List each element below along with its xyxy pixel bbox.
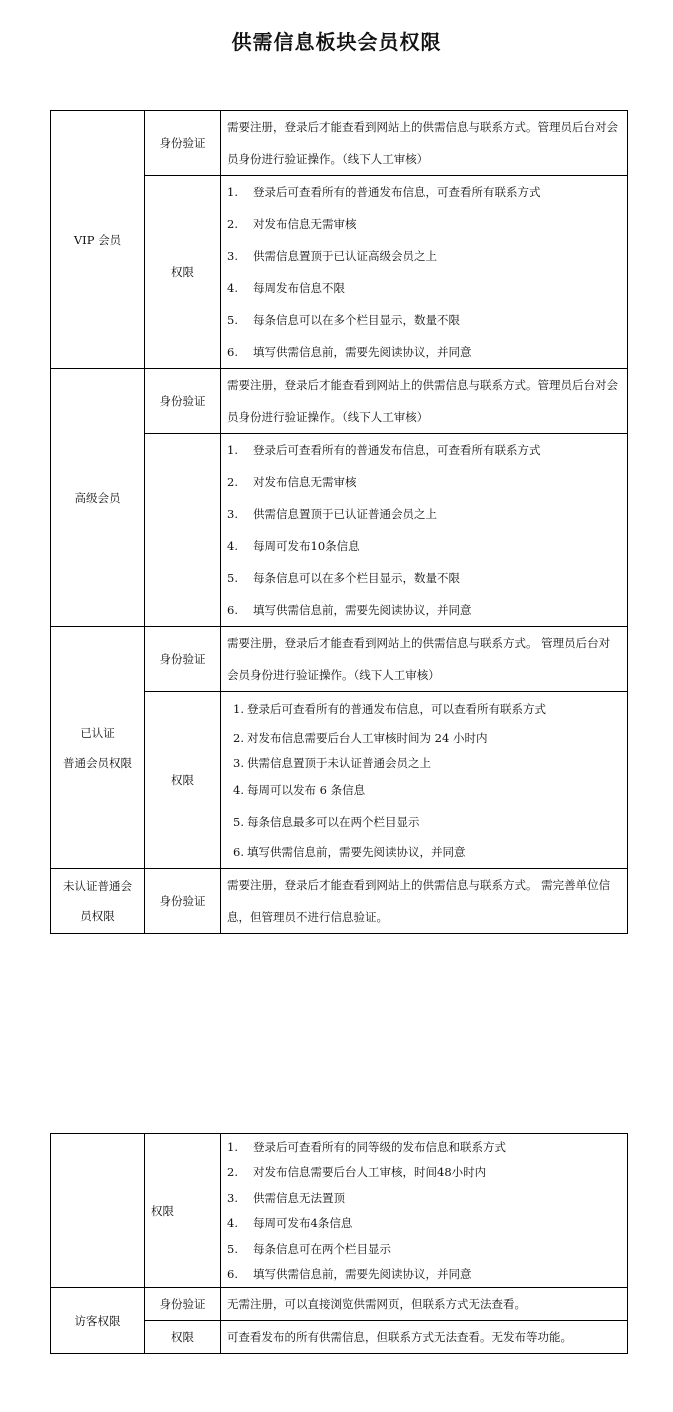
senior-verify-label: 身份验证: [145, 369, 221, 434]
list-item: 3. 供需信息置顶于未认证普通会员之上: [233, 756, 431, 770]
vip-rights-list: [221, 176, 627, 368]
certified-label-line2: 普通会员权限: [63, 755, 132, 770]
vip-verify-row: [51, 111, 628, 176]
uncertified-verify-text: 需要注册，登录后才能查看到网站上的供需信息与联系方式。 需完善单位信息，但管理员不进行信息验证。: [221, 869, 628, 934]
list-item: 2. 对发布信息无需审核: [227, 217, 357, 231]
uncertified-rights-label: 权限: [145, 1134, 221, 1288]
uncertified-verify-row: [51, 869, 628, 934]
list-item: 2. 对发布信息无需审核: [227, 475, 357, 489]
list-item: 1. 登录后可查看所有的同等级的发布信息和联系方式: [227, 1139, 506, 1154]
list-item: 4. 每周可发布4条信息: [227, 1216, 353, 1231]
list-item: 5. 每条信息可以在多个栏目显示，数量不限: [227, 571, 460, 585]
visitor-label: 访客权限: [51, 1288, 145, 1354]
membership-table-page-2: [50, 1133, 628, 1354]
uncertified-member-label: [51, 869, 145, 934]
uncertified-continued-empty: [51, 1134, 145, 1288]
visitor-verify-text: 无需注册，可以直接浏览供需网页，但联系方式无法查看。: [221, 1288, 628, 1321]
list-item: 3. 供需信息置顶于已认证普通会员之上: [227, 507, 437, 521]
certified-member-label: [51, 627, 145, 869]
list-item: 3. 供需信息置顶于已认证高级会员之上: [227, 249, 437, 263]
uncertified-verify-label: 身份验证: [145, 869, 221, 934]
senior-verify-text: 需要注册，登录后才能查看到网站上的供需信息与联系方式。管理员后台对会员身份进行验证操作。（线下人工审核）: [221, 369, 628, 434]
list-item: 6. 填写供需信息前，需要先阅读协议，并同意: [227, 603, 472, 617]
visitor-verify-label: 身份验证: [145, 1288, 221, 1321]
certified-verify-text: 需要注册，登录后才能查看到网站上的供需信息与联系方式。 管理员后台对会员身份进行验证操作。（线下人工审核）: [221, 627, 628, 692]
list-item: 2. 对发布信息需要后台人工审核，时间48小时内: [227, 1165, 487, 1180]
uncertified-rights-list: [221, 1134, 627, 1287]
membership-table-page-1: [50, 110, 628, 934]
list-item: 2. 对发布信息需要后台人工审核时间为 24 小时内: [233, 731, 488, 745]
list-item: 4. 每周发布信息不限: [227, 281, 345, 295]
visitor-rights-text: 可查看发布的所有供需信息，但联系方式无法查看。无发布等功能。: [221, 1321, 628, 1354]
vip-rights-label: 权限: [145, 176, 221, 369]
visitor-verify-row: [51, 1288, 628, 1321]
list-item: 4. 每周可发布10条信息: [227, 539, 360, 553]
senior-member-label: 高级会员: [51, 369, 145, 627]
list-item: 1. 登录后可查看所有的普通发布信息，可查看所有联系方式: [227, 443, 541, 457]
certified-rights-label: 权限: [145, 692, 221, 869]
uncertified-label-line2: 员权限: [80, 909, 115, 923]
list-item: 5. 每条信息可以在多个栏目显示，数量不限: [227, 313, 460, 327]
senior-rights-cell: [221, 434, 628, 627]
list-item: 1. 登录后可查看所有的普通发布信息，可以查看所有联系方式: [233, 702, 546, 716]
list-item: 1. 登录后可查看所有的普通发布信息，可查看所有联系方式: [227, 185, 541, 199]
certified-rights-cell: [221, 692, 628, 869]
certified-label-line1: 已认证: [80, 725, 115, 740]
list-item: 5. 每条信息最多可以在两个栏目显示: [233, 815, 420, 829]
vip-rights-cell: [221, 176, 628, 369]
certified-verify-label: 身份验证: [145, 627, 221, 692]
vip-verify-label: 身份验证: [145, 111, 221, 176]
list-item: 6. 填写供需信息前，需要先阅读协议，并同意: [227, 1267, 472, 1282]
list-item: 5. 每条信息可在两个栏目显示: [227, 1241, 391, 1256]
visitor-rights-label: 权限: [145, 1321, 221, 1354]
vip-member-label: VIP 会员: [51, 111, 145, 369]
uncertified-rights-row: [51, 1134, 628, 1288]
vip-verify-text: 需要注册，登录后才能查看到网站上的供需信息与联系方式。管理员后台对会员身份进行验证操作。（线下人工审核）: [221, 111, 628, 176]
list-item: 3. 供需信息无法置顶: [227, 1190, 345, 1205]
list-item: 6. 填写供需信息前，需要先阅读协议，并同意: [227, 345, 472, 359]
list-item: 4. 每周可以发布 6 条信息: [233, 783, 366, 797]
senior-verify-row: [51, 369, 628, 434]
senior-rights-label-empty: [145, 434, 221, 627]
page-title: 供需信息板块会员权限: [231, 30, 442, 54]
senior-rights-list: [221, 434, 627, 626]
certified-rights-list: [221, 692, 627, 868]
certified-verify-row: [51, 627, 628, 692]
uncertified-rights-cell: [221, 1134, 628, 1288]
list-item: 6. 填写供需信息前，需要先阅读协议，并同意: [233, 845, 466, 859]
uncertified-label-line1: 未认证普通会: [63, 879, 132, 893]
